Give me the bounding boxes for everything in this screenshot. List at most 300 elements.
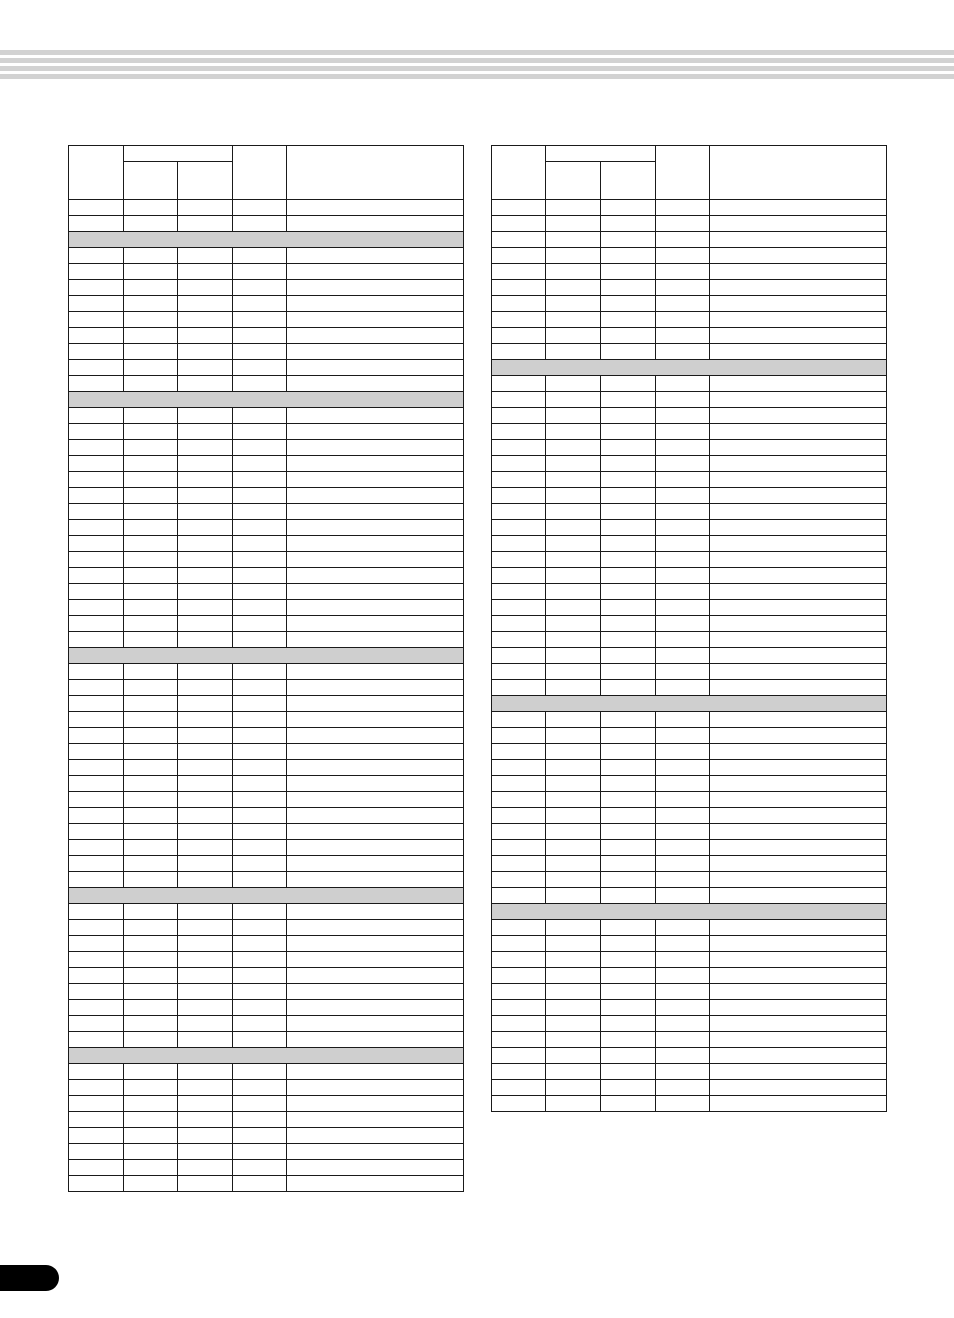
table-cell — [492, 488, 546, 504]
table-cell — [233, 1176, 287, 1192]
table-cell — [287, 952, 464, 968]
table-cell — [656, 824, 710, 840]
table-row — [69, 1000, 464, 1016]
table-cell — [287, 792, 464, 808]
table-cell — [233, 1000, 287, 1016]
table-cell — [69, 216, 124, 232]
section-header-cell — [69, 888, 464, 904]
table-row — [69, 1064, 464, 1080]
table-cell — [656, 1016, 710, 1032]
table-row — [69, 1080, 464, 1096]
table-row — [69, 952, 464, 968]
table-cell — [124, 728, 178, 744]
col-header — [710, 146, 887, 200]
table-cell — [69, 1064, 124, 1080]
table-cell — [546, 760, 601, 776]
table-cell — [601, 504, 656, 520]
table-cell — [178, 360, 233, 376]
table-cell — [287, 872, 464, 888]
table-cell — [233, 296, 287, 312]
table-cell — [287, 280, 464, 296]
table-cell — [178, 872, 233, 888]
left-data-table — [68, 145, 464, 1192]
table-cell — [656, 808, 710, 824]
table-cell — [69, 1000, 124, 1016]
table-cell — [287, 1032, 464, 1048]
table-cell — [601, 1064, 656, 1080]
table-row — [492, 632, 887, 648]
table-cell — [124, 904, 178, 920]
table-cell — [492, 216, 546, 232]
table-cell — [546, 568, 601, 584]
table-cell — [124, 664, 178, 680]
table-cell — [233, 568, 287, 584]
table-cell — [546, 264, 601, 280]
table-cell — [233, 1096, 287, 1112]
table-cell — [233, 824, 287, 840]
table-row — [492, 392, 887, 408]
table-cell — [287, 968, 464, 984]
table-row — [492, 1064, 887, 1080]
table-cell — [710, 632, 887, 648]
table-cell — [656, 392, 710, 408]
table-cell — [546, 632, 601, 648]
table-cell — [233, 936, 287, 952]
table-cell — [656, 760, 710, 776]
table-cell — [601, 424, 656, 440]
table-cell — [492, 968, 546, 984]
table-cell — [233, 360, 287, 376]
table-cell — [546, 280, 601, 296]
table-cell — [69, 328, 124, 344]
table-cell — [178, 840, 233, 856]
table-cell — [178, 1016, 233, 1032]
table-cell — [656, 408, 710, 424]
table-cell — [601, 888, 656, 904]
table-cell — [656, 248, 710, 264]
table-cell — [710, 376, 887, 392]
table-cell — [492, 744, 546, 760]
section-header-row — [492, 360, 887, 376]
table-cell — [710, 264, 887, 280]
table-cell — [601, 664, 656, 680]
table-cell — [601, 328, 656, 344]
table-cell — [546, 664, 601, 680]
table-cell — [546, 296, 601, 312]
table-cell — [601, 312, 656, 328]
table-cell — [233, 552, 287, 568]
table-cell — [601, 824, 656, 840]
table-cell — [124, 744, 178, 760]
table-cell — [69, 1016, 124, 1032]
table-cell — [656, 1032, 710, 1048]
table-cell — [656, 296, 710, 312]
table-cell — [601, 600, 656, 616]
table-row — [69, 1144, 464, 1160]
table-cell — [124, 456, 178, 472]
table-cell — [601, 232, 656, 248]
table-cell — [124, 920, 178, 936]
table-cell — [492, 296, 546, 312]
table-cell — [656, 568, 710, 584]
table-cell — [601, 488, 656, 504]
table-cell — [124, 264, 178, 280]
table-cell — [492, 856, 546, 872]
table-cell — [546, 456, 601, 472]
table-cell — [656, 424, 710, 440]
table-cell — [233, 1016, 287, 1032]
table-cell — [178, 584, 233, 600]
table-cell — [287, 536, 464, 552]
table-cell — [69, 696, 124, 712]
table-cell — [710, 824, 887, 840]
table-cell — [546, 712, 601, 728]
table-cell — [710, 728, 887, 744]
table-cell — [601, 248, 656, 264]
table-cell — [287, 424, 464, 440]
table-cell — [178, 216, 233, 232]
table-cell — [710, 1048, 887, 1064]
table-cell — [233, 776, 287, 792]
table-row — [492, 344, 887, 360]
table-row — [69, 600, 464, 616]
table-cell — [546, 1000, 601, 1016]
table-cell — [287, 488, 464, 504]
table-row — [492, 680, 887, 696]
table-row — [69, 408, 464, 424]
table-cell — [178, 616, 233, 632]
table-cell — [178, 568, 233, 584]
table-cell — [69, 424, 124, 440]
table-cell — [178, 1112, 233, 1128]
table-cell — [601, 808, 656, 824]
table-cell — [546, 584, 601, 600]
table-cell — [601, 872, 656, 888]
table-cell — [287, 1128, 464, 1144]
table-cell — [492, 248, 546, 264]
table-cell — [546, 232, 601, 248]
table-cell — [710, 200, 887, 216]
table-cell — [178, 328, 233, 344]
table-cell — [546, 1064, 601, 1080]
table-cell — [124, 600, 178, 616]
table-row — [69, 1160, 464, 1176]
table-cell — [546, 1080, 601, 1096]
table-cell — [492, 712, 546, 728]
table-row — [492, 408, 887, 424]
table-cell — [656, 920, 710, 936]
table-cell — [287, 744, 464, 760]
table-cell — [656, 232, 710, 248]
table-cell — [124, 776, 178, 792]
table-cell — [601, 520, 656, 536]
table-cell — [287, 216, 464, 232]
table-cell — [492, 936, 546, 952]
table-cell — [710, 1032, 887, 1048]
table-cell — [710, 648, 887, 664]
table-cell — [546, 1096, 601, 1112]
table-cell — [601, 472, 656, 488]
table-cell — [656, 1096, 710, 1112]
table-cell — [492, 792, 546, 808]
table-cell — [656, 632, 710, 648]
table-cell — [178, 984, 233, 1000]
table-row — [492, 824, 887, 840]
table-cell — [69, 408, 124, 424]
table-cell — [287, 408, 464, 424]
table-cell — [287, 1160, 464, 1176]
table-cell — [233, 312, 287, 328]
table-row — [492, 200, 887, 216]
table-cell — [69, 952, 124, 968]
table-cell — [656, 376, 710, 392]
table-cell — [178, 296, 233, 312]
table-cell — [546, 648, 601, 664]
table-cell — [69, 1176, 124, 1192]
table-cell — [124, 248, 178, 264]
table-cell — [546, 312, 601, 328]
table-cell — [178, 488, 233, 504]
table-cell — [492, 568, 546, 584]
table-cell — [287, 904, 464, 920]
table-row — [492, 1048, 887, 1064]
table-cell — [656, 472, 710, 488]
table-cell — [601, 712, 656, 728]
table-cell — [124, 952, 178, 968]
table-cell — [69, 440, 124, 456]
table-row — [69, 280, 464, 296]
table-cell — [178, 376, 233, 392]
section-header-row — [69, 232, 464, 248]
table-cell — [124, 472, 178, 488]
table-cell — [69, 712, 124, 728]
table-cell — [287, 664, 464, 680]
table-cell — [601, 1016, 656, 1032]
table-cell — [546, 488, 601, 504]
table-cell — [287, 1112, 464, 1128]
table-cell — [178, 552, 233, 568]
table-cell — [178, 440, 233, 456]
table-cell — [69, 968, 124, 984]
table-cell — [178, 1160, 233, 1176]
table-row — [69, 216, 464, 232]
col-header — [492, 146, 546, 200]
table-cell — [178, 344, 233, 360]
table-cell — [233, 840, 287, 856]
table-cell — [546, 952, 601, 968]
table-cell — [492, 1032, 546, 1048]
table-cell — [601, 936, 656, 952]
table-cell — [710, 1000, 887, 1016]
table-cell — [710, 472, 887, 488]
header-stripes — [0, 44, 954, 84]
table-row — [492, 248, 887, 264]
table-cell — [287, 248, 464, 264]
table-cell — [710, 280, 887, 296]
table-cell — [656, 616, 710, 632]
table-row — [492, 936, 887, 952]
table-cell — [233, 904, 287, 920]
table-cell — [710, 552, 887, 568]
table-row — [492, 424, 887, 440]
col-header — [233, 146, 287, 200]
table-row — [492, 600, 887, 616]
table-cell — [546, 744, 601, 760]
table-row — [69, 1176, 464, 1192]
table-cell — [233, 344, 287, 360]
table-cell — [233, 536, 287, 552]
table-row — [69, 312, 464, 328]
table-cell — [69, 664, 124, 680]
table-cell — [287, 344, 464, 360]
table-cell — [710, 248, 887, 264]
table-cell — [69, 904, 124, 920]
table-row — [492, 584, 887, 600]
table-cell — [287, 856, 464, 872]
table-cell — [710, 664, 887, 680]
table-cell — [492, 1096, 546, 1112]
table-cell — [233, 952, 287, 968]
table-row — [492, 920, 887, 936]
table-cell — [287, 200, 464, 216]
table-cell — [287, 600, 464, 616]
table-cell — [233, 664, 287, 680]
table-cell — [69, 920, 124, 936]
table-cell — [69, 296, 124, 312]
table-cell — [492, 456, 546, 472]
table-cell — [178, 792, 233, 808]
table-cell — [233, 1080, 287, 1096]
table-row — [69, 728, 464, 744]
table-cell — [710, 1080, 887, 1096]
table-cell — [69, 488, 124, 504]
table-cell — [601, 280, 656, 296]
table-cell — [287, 936, 464, 952]
table-cell — [546, 776, 601, 792]
table-cell — [546, 872, 601, 888]
table-cell — [69, 1096, 124, 1112]
table-cell — [287, 376, 464, 392]
table-cell — [287, 568, 464, 584]
table-row — [492, 1000, 887, 1016]
table-cell — [601, 968, 656, 984]
table-cell — [601, 1080, 656, 1096]
table-cell — [710, 584, 887, 600]
table-cell — [492, 920, 546, 936]
table-cell — [178, 760, 233, 776]
right-data-table — [491, 145, 887, 1112]
table-cell — [287, 472, 464, 488]
table-cell — [492, 632, 546, 648]
table-cell — [656, 728, 710, 744]
table-cell — [124, 968, 178, 984]
table-cell — [546, 616, 601, 632]
table-cell — [69, 568, 124, 584]
table-cell — [546, 504, 601, 520]
table-cell — [287, 504, 464, 520]
table-cell — [233, 744, 287, 760]
table-cell — [546, 200, 601, 216]
table-cell — [124, 808, 178, 824]
table-cell — [69, 776, 124, 792]
table-cell — [492, 264, 546, 280]
table-cell — [233, 456, 287, 472]
table-cell — [287, 984, 464, 1000]
table-row — [69, 664, 464, 680]
table-cell — [178, 264, 233, 280]
table-cell — [233, 792, 287, 808]
table-row — [492, 456, 887, 472]
table-cell — [546, 680, 601, 696]
table-cell — [546, 328, 601, 344]
table-row — [492, 616, 887, 632]
table-cell — [233, 328, 287, 344]
table-row — [69, 488, 464, 504]
table-cell — [710, 952, 887, 968]
table-cell — [124, 680, 178, 696]
table-cell — [124, 488, 178, 504]
table-cell — [124, 360, 178, 376]
table-cell — [656, 440, 710, 456]
table-cell — [233, 1160, 287, 1176]
table-cell — [233, 440, 287, 456]
table-cell — [178, 1064, 233, 1080]
table-row — [69, 616, 464, 632]
section-header-row — [492, 696, 887, 712]
table-row — [69, 744, 464, 760]
table-cell — [287, 360, 464, 376]
table-cell — [69, 344, 124, 360]
table-cell — [233, 616, 287, 632]
table-cell — [492, 776, 546, 792]
table-cell — [178, 776, 233, 792]
table-row — [492, 952, 887, 968]
table-cell — [546, 536, 601, 552]
table-cell — [656, 456, 710, 472]
table-row — [492, 328, 887, 344]
table-row — [492, 792, 887, 808]
table-cell — [601, 616, 656, 632]
table-cell — [178, 744, 233, 760]
table-row — [492, 504, 887, 520]
table-cell — [710, 392, 887, 408]
table-cell — [546, 472, 601, 488]
table-cell — [710, 600, 887, 616]
table-cell — [124, 1128, 178, 1144]
table-row — [492, 664, 887, 680]
table-cell — [546, 808, 601, 824]
table-cell — [601, 840, 656, 856]
table-cell — [233, 728, 287, 744]
table-cell — [178, 200, 233, 216]
table-row — [69, 760, 464, 776]
table-cell — [656, 584, 710, 600]
table-cell — [178, 520, 233, 536]
table-cell — [124, 424, 178, 440]
table-row — [492, 872, 887, 888]
table-cell — [69, 632, 124, 648]
table-row — [492, 312, 887, 328]
table-cell — [178, 248, 233, 264]
table-cell — [233, 808, 287, 824]
table-cell — [601, 632, 656, 648]
table-cell — [710, 216, 887, 232]
table-cell — [710, 616, 887, 632]
table-cell — [546, 408, 601, 424]
table-cell — [546, 552, 601, 568]
table-cell — [656, 1048, 710, 1064]
table-cell — [656, 1080, 710, 1096]
